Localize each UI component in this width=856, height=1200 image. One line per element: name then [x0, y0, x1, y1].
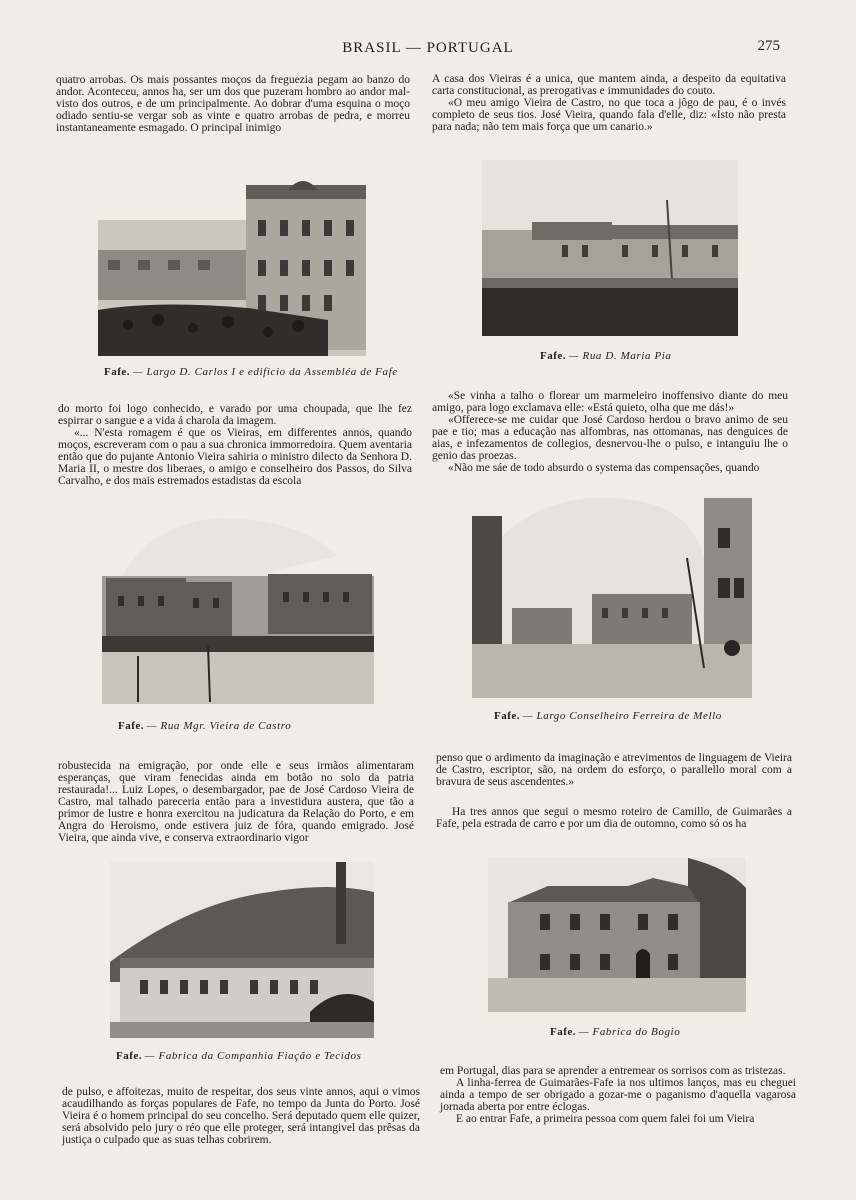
photo-fabrica-bogio [488, 858, 746, 1012]
paragraph: robustecida na emigração, por onde elle e seus irmãos alimentaram esperanças, que viram fenecidas ainda em botão no solo da patria restaurada!... Luiz Lopes, o desembargador, pae de José Cardoso Vieira de Castro, mal talhado pareceria então para a investidura austera, que tão a primor de lustre e honra exercitou na judicatura da Relação do Porto, e em Angra do Heroismo, onde estivera juiz de fóra, quando emigrado. José Vieira, que ainda vive, e conserva extraordinario vigor [58, 760, 414, 844]
paragraph: «O meu amigo Vieira de Castro, no que toca a jôgo de pau, é o invés completo de seus tios. José Vieira, quando fala d'elle, diz: «Isto não presta para nada; não tem mais força que um canario.» [432, 97, 786, 133]
paragraph: «Se vinha a talho o florear um marmeleiro inoffensivo diante do meu amigo, para logo exclamava elle: «Está quieto, olha que me dás!» [432, 390, 788, 414]
text-block-7 [436, 806, 792, 830]
paragraph: «Offerece-se me cuidar que José Cardoso herdou o bravo animo de seu pae e tio; mas a educação nas alfombras, nas ottomanas, nas denguices de aias, e infezamentos de collegios, desnervou-lhe o pulso, e intanguiu lhe o genio das proezas. [432, 414, 788, 462]
text-block-2 [432, 73, 786, 133]
text-block-6 [436, 752, 792, 788]
paragraph: E ao entrar Fafe, a primeira pessoa com quem falei foi um Vieira [456, 1113, 755, 1125]
paragraph: em Portugal, dias para se aprender a entremear os sorrisos com as tristezas. [440, 1065, 786, 1077]
text-block-8 [62, 1086, 420, 1146]
text-block-4 [432, 390, 788, 474]
caption-text: — Fabrica da Companhia Fiação e Tecidos [144, 1050, 362, 1062]
paragraph: de pulso, e affoitezas, muito de respeitar, dos seus vinte annos, aqui o vimos acaudilhando as forças populares de Fafe, no tempo da Junta do Porto. José Vieira é o homem principal do seu concelho. Será deputado quem elle quizer, será absolvido pelo jury o réo que elle proteger, será intangivel das prêsas da justiça o culpado que as suas telhas cobrirem. [62, 1086, 420, 1146]
caption-1 [104, 366, 398, 378]
text-block-3 [58, 403, 412, 487]
paragraph: Ha tres annos que segui o mesmo roteiro de Camillo, de Guimarães a Fafe, pela estrada de carro e por um dia de outomno, como só os ha [436, 806, 792, 830]
caption-2 [540, 350, 672, 362]
page-header: BRASIL — PORTUGAL [342, 40, 514, 56]
caption-5 [116, 1050, 361, 1062]
caption-6 [550, 1026, 680, 1038]
caption-place: Fafe. [494, 710, 521, 722]
text-block-9 [440, 1065, 796, 1125]
paragraph: «... N'esta romagem é que os Vieiras, em differentes annos, quando moços, escreveram com o pau a sua chronica immorredoira. Quem aventaria então que do pujante Antonio Vieira sahiria o ministro dilecto da Senhora D. Maria II, o mestre dos liberaes, o amigo e conselheiro dos Passos, do Silva Carvalho, e dos mais estremados estadistas da escola [58, 427, 412, 487]
caption-4 [494, 710, 722, 722]
caption-place: Fafe. [540, 350, 567, 362]
paragraph: penso que o ardimento da imaginação e atrevimentos de linguagem de Vieira de Castro, escriptor, são, na ordem do esforço, o parallello moral com a bravura de seus ascendentes.» [436, 752, 792, 788]
paragraph: do morto foi logo conhecido, e varado por uma choupada, que lhe fez espirrar o sangue e a vida á charola da imagem. [58, 403, 412, 427]
text-block-1 [56, 74, 410, 134]
caption-place: Fafe. [118, 720, 145, 732]
photo-rua-maria-pia [482, 160, 738, 336]
caption-text: — Fabrica do Bogio [578, 1026, 681, 1038]
photo-largo-ferreira-mello [472, 498, 752, 698]
paragraph: «Não me sáe de todo absurdo o systema das compensações, quando [448, 462, 760, 474]
caption-text: — Rua D. Maria Pia [568, 350, 672, 362]
caption-text: — Largo Conselheiro Ferreira de Mello [522, 710, 722, 722]
page-number: 275 [757, 38, 780, 54]
caption-place: Fafe. [550, 1026, 577, 1038]
caption-3 [118, 720, 291, 732]
caption-place: Fafe. [116, 1050, 143, 1062]
caption-place: Fafe. [104, 366, 131, 378]
photo-fabrica-companhia [110, 862, 374, 1038]
paragraph: A linha-ferrea de Guimarães-Fafe ia nos ultimos lanços, mas eu cheguei ainda a tempo de ser obrigado a gozar-me o paganismo d'aquella vagarosa jornada aberta por entre éclogas. [440, 1077, 796, 1113]
caption-text: — Rua Mgr. Vieira de Castro [146, 720, 292, 732]
photo-rua-vieira-castro [98, 516, 376, 708]
paragraph: quatro arrobas. Os mais possantes moços da freguezia pegam ao banzo do andor. Aconteceu, annos ha, ser um dos que puzeram hombro ao andor mal-visto dos outros, e de um principalmente. Ao dobrar d'uma esquina o moço odiado sentiu-se vergar sob as vinte e quatro arrobas de pedra, e morreu instantaneamente esmagado. O principal inimigo [56, 74, 410, 134]
paragraph: A casa dos Vieiras é a unica, que mantem ainda, a despeito da equitativa carta constitucional, as prerogativas e immunidades do couto. [432, 73, 786, 97]
text-block-5 [58, 760, 414, 844]
caption-text: — Largo D. Carlos I e edificio da Assembléa de Fafe [132, 366, 398, 378]
photo-largo-carlos [98, 160, 366, 356]
